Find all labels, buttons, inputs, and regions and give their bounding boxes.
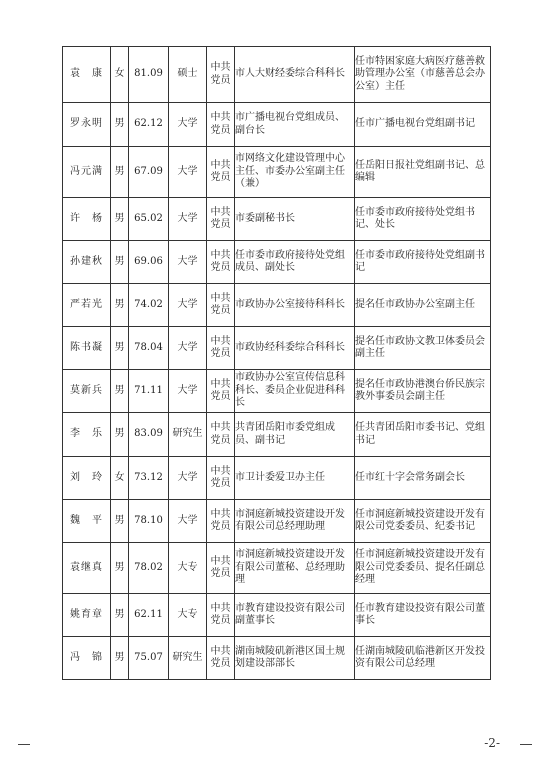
birth-date: 67.09 [134,165,163,177]
education: 研究生 [172,428,203,440]
party-label-line: 党员 [210,658,231,669]
education: 大学 [177,298,198,310]
education-cell [169,47,207,103]
proposed-position: 任湖南城陵矶临港新区开发投资有限公司总经理 [355,645,485,669]
gender-cell [111,103,129,147]
gender: 男 [114,255,125,267]
education: 大学 [177,471,198,483]
table-row [63,284,491,327]
proposed-position-cell [355,637,491,680]
table-row [63,327,491,370]
birth-date-cell [129,327,169,370]
birth-date: 78.02 [134,561,163,573]
table-row [63,637,491,680]
current-position: 市委副秘书长 [235,212,295,224]
current-position: 共青团岳阳市委党组成员、副书记 [235,422,335,446]
proposed-position: 任市特困家庭大病医疗慈善救助管理办公室（市慈善总会办公室）主任 [355,55,485,92]
party-label-line: 中共 [210,465,231,477]
person-name: 莫新兵 [70,384,103,396]
party-affiliation-cell [207,413,235,457]
party-affiliation-cell [207,543,235,594]
left-margin-mark [18,744,30,745]
birth-date-cell [129,500,169,543]
party-affiliation-cell [207,103,235,147]
education: 大学 [177,384,198,396]
birth-date: 74.02 [134,298,163,310]
person-name: 冯元满 [70,165,103,177]
current-position-cell [235,543,355,594]
gender: 男 [114,561,125,573]
person-name-cell [63,103,111,147]
person-name-cell [63,594,111,637]
education-cell [169,241,207,284]
current-position-cell [235,370,355,413]
birth-date-cell [129,457,169,500]
birth-date-cell [129,413,169,457]
current-position: 市洞庭新城投资建设开发有限公司总经理助理 [235,508,345,532]
gender: 男 [114,514,125,526]
table-row [63,543,491,594]
education-cell [169,284,207,327]
birth-date-cell [129,198,169,241]
education: 大学 [177,165,198,177]
table-row [63,413,491,457]
person-name-cell [63,637,111,680]
proposed-position-cell [355,327,491,370]
person-name: 李 乐 [70,428,103,440]
education: 大学 [177,514,198,526]
current-position-cell [235,327,355,370]
person-name: 冯 锦 [70,651,103,663]
education-cell [169,327,207,370]
current-position-cell [235,284,355,327]
education-cell [169,457,207,500]
person-name-cell [63,47,111,103]
birth-date-cell [129,594,169,637]
birth-date-cell [129,47,169,103]
birth-date-cell [129,637,169,680]
proposed-position: 任市红十字会常务副会长 [355,471,465,483]
current-position-cell [235,147,355,198]
person-name-cell [63,457,111,500]
gender: 男 [114,608,125,620]
person-name-cell [63,198,111,241]
party-label-line: 中共 [210,422,231,433]
person-name: 姚育章 [70,608,103,620]
person-name-cell [63,543,111,594]
current-position-cell [235,241,355,284]
birth-date: 69.06 [134,255,163,267]
proposed-position-cell [355,284,491,327]
proposed-position: 任岳阳日报社党组副书记、总编辑 [355,159,485,183]
education-cell [169,594,207,637]
party-affiliation-cell [207,47,235,103]
party-label-line: 党员 [210,172,231,183]
page-number: -2- [484,736,500,750]
table-row [63,103,491,147]
person-name-cell [63,500,111,543]
proposed-position-cell [355,370,491,413]
gender-cell [111,370,129,413]
gender-cell [111,198,129,241]
table-row [63,594,491,637]
gender: 男 [114,298,125,310]
proposed-position: 任市广播电视台党组副书记 [355,118,475,130]
party-label-line: 中共 [210,602,231,614]
proposed-position: 任市教育建设投资有限公司董事长 [355,602,485,626]
proposed-position-cell [355,457,491,500]
birth-date: 81.09 [134,68,163,80]
education: 大学 [177,212,198,224]
party-label-line: 中共 [210,206,231,218]
person-name: 陈书凝 [70,341,103,353]
birth-date: 65.02 [134,212,163,224]
party-affiliation-cell [207,147,235,198]
current-position: 市人大财经委综合科科长 [235,68,345,80]
party-label-line: 党员 [210,478,231,489]
party-label-line: 中共 [210,249,231,261]
education: 研究生 [172,651,203,663]
current-position: 市教育建设投资有限公司副董事长 [235,602,345,626]
person-name: 魏 平 [70,514,103,526]
birth-date: 71.11 [134,384,163,396]
birth-date: 62.11 [134,608,163,620]
current-position: 市政协办公室宣传信息科科长、委员企业促进科科长 [235,372,345,409]
personnel-table [62,46,491,680]
gender-cell [111,543,129,594]
current-position-cell [235,413,355,457]
person-name-cell [63,413,111,457]
party-label-line: 中共 [210,555,231,567]
party-affiliation-cell [207,500,235,543]
current-position-cell [235,47,355,103]
current-position: 市洞庭新城投资建设开发有限公司董秘、总经理助理 [235,549,345,586]
birth-date-cell [129,103,169,147]
table-row [63,370,491,413]
birth-date: 78.10 [134,514,163,526]
birth-date: 75.07 [134,651,163,663]
proposed-position-cell [355,47,491,103]
person-name-cell [63,241,111,284]
current-position: 市广播电视台党组成员、副台长 [235,112,345,136]
proposed-position: 任市洞庭新城投资建设开发有限公司党委委员、纪委书记 [355,508,485,532]
birth-date: 73.12 [134,471,163,483]
party-label-line: 党员 [210,521,231,532]
gender-cell [111,284,129,327]
party-label-line: 中共 [210,112,231,123]
current-position: 市网络文化建设管理中心主任、市委办公室副主任（兼） [235,153,345,190]
party-affiliation-cell [207,637,235,680]
person-name: 袁 康 [70,68,103,80]
gender-cell [111,594,129,637]
gender-cell [111,457,129,500]
party-affiliation-cell [207,284,235,327]
current-position: 湖南城陵矶新港区国土规划建设部部长 [235,645,345,669]
education-cell [169,543,207,594]
party-label-line: 中共 [210,645,231,657]
education-cell [169,370,207,413]
gender: 男 [114,384,125,396]
party-label-line: 中共 [210,62,231,73]
birth-date-cell [129,543,169,594]
gender-cell [111,327,129,370]
person-name-cell [63,327,111,370]
gender: 男 [114,651,125,663]
birth-date: 83.09 [134,428,163,440]
person-name: 孙建秋 [70,255,103,267]
birth-date-cell [129,241,169,284]
party-label-line: 中共 [210,292,231,304]
party-affiliation-cell [207,327,235,370]
party-label-line: 党员 [210,219,231,230]
party-label-line: 中共 [210,159,231,171]
party-label-line: 党员 [210,568,231,579]
table-row [63,47,491,103]
gender: 男 [114,341,125,353]
proposed-position: 任市洞庭新城投资建设开发有限公司党委委员、提名任副总经理 [355,549,485,586]
proposed-position: 提名任市政协文教卫体委员会副主任 [355,335,485,359]
person-name: 许 杨 [70,212,103,224]
person-name-cell [63,147,111,198]
party-label-line: 党员 [210,124,231,136]
education-cell [169,103,207,147]
party-affiliation-cell [207,457,235,500]
party-label-line: 中共 [210,335,231,347]
current-position: 市政协经科委综合科科长 [235,341,345,353]
party-label-line: 中共 [210,378,231,390]
current-position-cell [235,500,355,543]
education: 大学 [177,341,198,353]
party-label-line: 党员 [210,262,231,273]
party-affiliation-cell [207,198,235,241]
person-name: 罗永明 [70,118,103,130]
birth-date: 62.12 [134,118,163,130]
person-name: 严若光 [70,298,103,310]
party-label-line: 党员 [210,434,231,446]
proposed-position-cell [355,241,491,284]
proposed-position: 任共青团岳阳市委书记、党组书记 [355,422,485,446]
proposed-position: 提名任市政协办公室副主任 [355,298,475,310]
proposed-position-cell [355,103,491,147]
gender: 女 [114,471,125,483]
gender-cell [111,47,129,103]
table-body [63,47,491,680]
education: 硕士 [177,68,198,80]
education-cell [169,500,207,543]
party-label-line: 党员 [210,391,231,402]
current-position-cell [235,457,355,500]
birth-date-cell [129,284,169,327]
proposed-position-cell [355,500,491,543]
gender-cell [111,500,129,543]
party-affiliation-cell [207,594,235,637]
party-label-line: 党员 [210,305,231,316]
gender: 女 [114,68,125,80]
education: 大专 [177,561,198,573]
gender: 男 [114,428,125,440]
proposed-position-cell [355,147,491,198]
party-label-line: 中共 [210,508,231,520]
current-position-cell [235,198,355,241]
right-margin-mark [520,744,532,745]
table-row [63,198,491,241]
gender: 男 [114,212,125,224]
proposed-position: 任市委市政府接待处党组副书记 [355,249,485,273]
proposed-position-cell [355,594,491,637]
current-position-cell [235,103,355,147]
person-name: 刘 玲 [70,471,103,483]
proposed-position-cell [355,198,491,241]
current-position: 市卫计委爱卫办主任 [235,471,325,483]
birth-date: 78.04 [134,341,163,353]
birth-date-cell [129,147,169,198]
current-position-cell [235,594,355,637]
person-name: 袁继真 [70,561,103,573]
birth-date-cell [129,370,169,413]
education-cell [169,637,207,680]
proposed-position: 任市委市政府接待处党组书记、处长 [355,206,475,230]
person-name-cell [63,370,111,413]
current-position: 任市委市政府接待处党组成员、副处长 [235,249,345,273]
education: 大学 [177,118,198,130]
table-row [63,500,491,543]
party-label-line: 党员 [210,615,231,626]
gender-cell [111,413,129,457]
gender-cell [111,637,129,680]
proposed-position-cell [355,543,491,594]
person-name-cell [63,284,111,327]
gender-cell [111,147,129,198]
gender-cell [111,241,129,284]
education: 大学 [177,255,198,267]
table-row [63,147,491,198]
party-affiliation-cell [207,370,235,413]
current-position: 市政协办公室接待科科长 [235,298,345,310]
table-row [63,457,491,500]
table-row [63,241,491,284]
proposed-position-cell [355,413,491,457]
gender: 男 [114,118,125,130]
party-affiliation-cell [207,241,235,284]
party-label-line: 党员 [210,74,231,86]
education-cell [169,198,207,241]
education-cell [169,147,207,198]
education-cell [169,413,207,457]
party-label-line: 党员 [210,348,231,359]
education: 大专 [177,608,198,620]
gender: 男 [114,165,125,177]
current-position-cell [235,637,355,680]
proposed-position: 提名任市政协港澳台侨民族宗教外事委员会副主任 [355,378,485,402]
